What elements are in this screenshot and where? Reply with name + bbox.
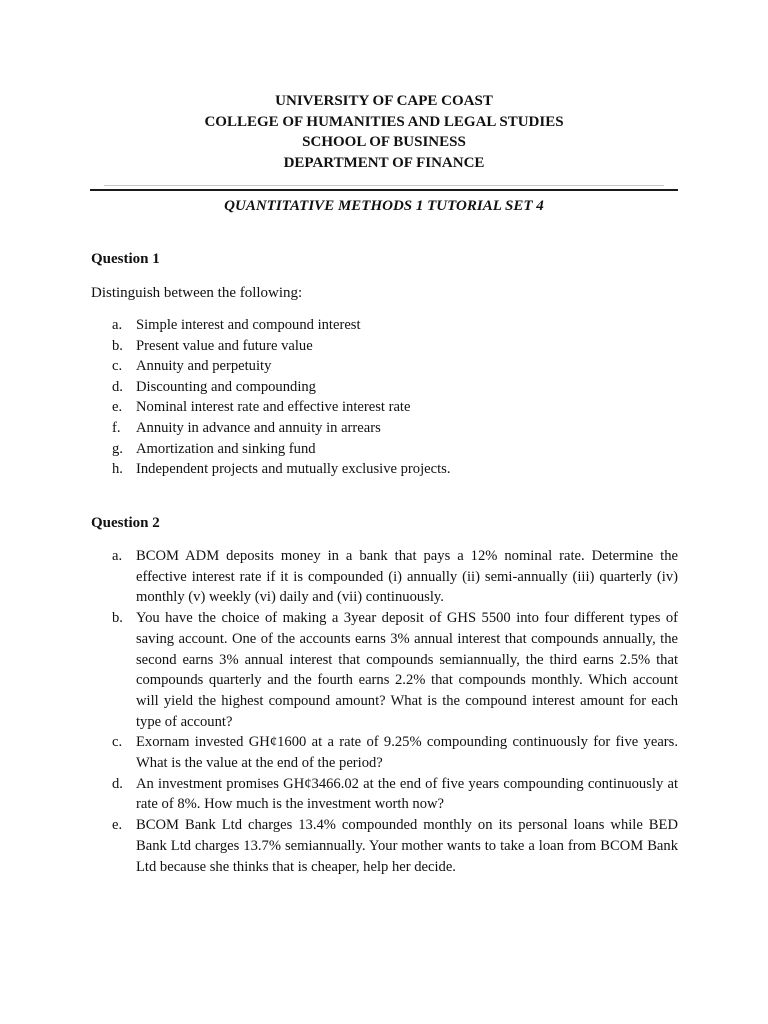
list-marker: c. xyxy=(112,358,123,375)
question-1-heading: Question 1 xyxy=(91,251,160,267)
list-item-text: Nominal interest rate and effective interest rate xyxy=(136,399,411,416)
list-item xyxy=(112,546,678,608)
question-2-list xyxy=(112,546,678,877)
list-item xyxy=(112,774,678,815)
list-item-text: BCOM ADM deposits money in a bank that pays a 12% nominal rate. Determine the effective interest rate if it is compounded (i) annually (ii) semi-annually (iii) quarterly (iv) monthly (v) weekly (vi) daily and (vii) continuously. xyxy=(136,548,678,606)
tutorial-title: QUANTITATIVE METHODS 1 TUTORIAL SET 4 xyxy=(224,198,544,214)
list-item xyxy=(112,418,672,439)
list-item-text: Annuity in advance and annuity in arrears xyxy=(136,419,381,436)
list-marker: a. xyxy=(112,548,123,564)
list-item xyxy=(112,397,672,418)
header-divider-thin xyxy=(104,185,664,186)
list-marker: h. xyxy=(112,461,123,478)
list-item-text: Annuity and perpetuity xyxy=(136,358,272,375)
list-item-text: Amortization and sinking fund xyxy=(136,440,316,457)
department-name: DEPARTMENT OF FINANCE xyxy=(283,155,485,172)
list-item xyxy=(112,356,672,377)
university-name: UNIVERSITY OF CAPE COAST xyxy=(275,93,493,109)
college-name: COLLEGE OF HUMANITIES AND LEGAL STUDIES xyxy=(204,113,564,130)
list-item xyxy=(112,459,672,480)
list-marker: c. xyxy=(112,734,123,751)
list-item xyxy=(112,336,672,357)
list-marker: f. xyxy=(112,419,121,436)
document-header xyxy=(0,91,768,174)
question-2-heading: Question 2 xyxy=(91,515,160,531)
list-item xyxy=(112,608,678,732)
list-item-text: Present value and future value xyxy=(136,337,313,354)
list-item-text: An investment promises GH¢3466.02 at the end of five years compounding continuously at rate of 8%. How much is the investment worth now? xyxy=(136,775,678,813)
list-item-text: Independent projects and mutually exclusive projects. xyxy=(136,461,451,478)
list-marker: e. xyxy=(112,399,123,416)
question-1-intro: Distinguish between the following: xyxy=(91,285,303,301)
list-item xyxy=(112,815,678,877)
list-marker: d. xyxy=(112,775,123,792)
list-item-text: Exornam invested GH¢1600 at a rate of 9.25% compounding continuously for five years. What is the value at the end of the period? xyxy=(136,734,678,772)
list-item xyxy=(112,315,672,336)
list-item-text: BCOM Bank Ltd charges 13.4% compounded monthly on its personal loans while BED Bank Ltd charges 13.7% semiannually. Your mother wants to take a loan from BCOM Bank Ltd because she thinks that is cheaper, help her decide. xyxy=(136,817,678,875)
list-marker: b. xyxy=(112,610,123,627)
question-1-list xyxy=(112,315,672,480)
list-item-text: Simple interest and compound interest xyxy=(136,317,361,333)
list-marker: e. xyxy=(112,817,123,834)
list-item xyxy=(112,377,672,398)
list-marker: b. xyxy=(112,337,123,354)
school-name: SCHOOL OF BUSINESS xyxy=(302,134,466,151)
list-item-text: Discounting and compounding xyxy=(136,378,316,395)
list-marker: d. xyxy=(112,378,123,395)
header-divider-thick xyxy=(90,189,678,191)
list-item-text: You have the choice of making a 3year deposit of GHS 5500 into four different types of saving account. One of the accounts earns 3% annual interest that compounds annually, the second earns 3% annual interest that compounds semiannually, the third earns 2.5% that compounds quarterly and the fourth earns 2.2% that compounds monthly. Which account will yield the highest compound amount? What is the compound interest amount for each type of account? xyxy=(136,610,678,730)
list-item xyxy=(112,439,672,460)
list-marker: g. xyxy=(112,440,123,457)
list-item xyxy=(112,732,678,773)
list-marker: a. xyxy=(112,317,123,333)
